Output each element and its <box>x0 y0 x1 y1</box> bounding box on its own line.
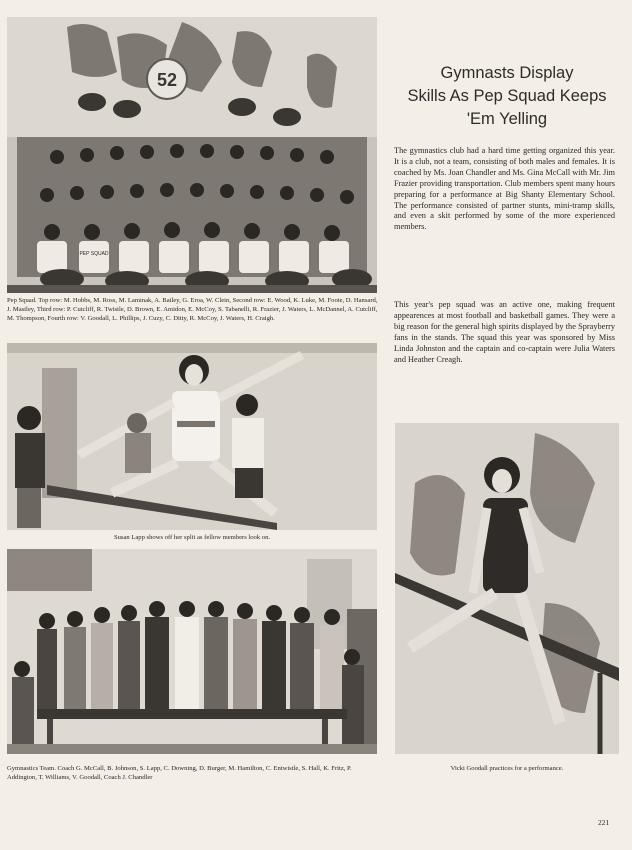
page-number: 221 <box>598 818 610 827</box>
mural-jersey-number: 52 <box>156 70 178 90</box>
gymnastics-team-photo <box>7 549 377 754</box>
headline-line-1: Gymnasts Display <box>440 64 574 82</box>
headline-line-3: 'Em Yelling <box>466 110 548 128</box>
body-paragraph-2: This year's pep squad was an active one, making frequent appearences at most football and basketball games. They were a big reason for the general high spirits displayed by the Sprayberry fans in the stands. The squad this year was sponsored by Miss Linda Johnston and the captain and co-captain were Julia Waters and Heather Creagh. <box>394 300 615 364</box>
headline <box>388 62 626 131</box>
gymnastics-team-caption: Gymnastics Team. Coach G. McCall, B. Johnson, S. Lapp, C. Downing, D. Burger, M. Hamilton, C. Entwistle, S. Hall, K. Fritz, P. Addington, T. Williams, V. Goodall, Coach J. Chandler <box>7 765 352 781</box>
body-paragraph-1: The gymnastics club had a hard time getting organized this year. It is a club, not a team, consisting of both males and females. It is coached by Ms. Joan Chandler and Ms. Gina McCall with Mr. Jim Frazier providing transportation. Club members spent many hours preparing for a performance at Big Shanty Elementary School. The performance consisted of partner stunts, mini-tramp skills, and even a skit performed by some of the more experienced members. <box>394 146 615 232</box>
split-caption: Susan Lapp shows off her split as fellow members look on. <box>113 534 271 541</box>
sweater-text: PEP SQUAD <box>79 251 109 257</box>
goodall-caption: Vicki Goodall practices for a performance. <box>450 765 564 772</box>
headline-line-2: Skills As Pep Squad Keeps <box>407 87 607 105</box>
pep-squad-caption: Pep Squad. Top row: M. Hobbs, M. Ross, M. Laminak, A. Bailey, G. Eroa, W. Clein, Second row: E. Wood, K. Luke, M. Foote, D. Hansard, J. Mastley, Third row: P. Cutcliff, R. Twistle, D. Brown, E. Amidon, E. McCoy, S. Tabanelli, R. Frazier, J. Waters, L. McDannel, A. Cutcliff, M. Thompson, Fourth row: V. Goodall, L. Phillips, J. Cuzy, C. Ditty, R. McCoy, J. Waters, H. Craigh. <box>7 297 378 322</box>
pep-squad-photo <box>7 17 377 293</box>
goodall-photo <box>395 423 619 754</box>
split-photo <box>7 343 377 530</box>
